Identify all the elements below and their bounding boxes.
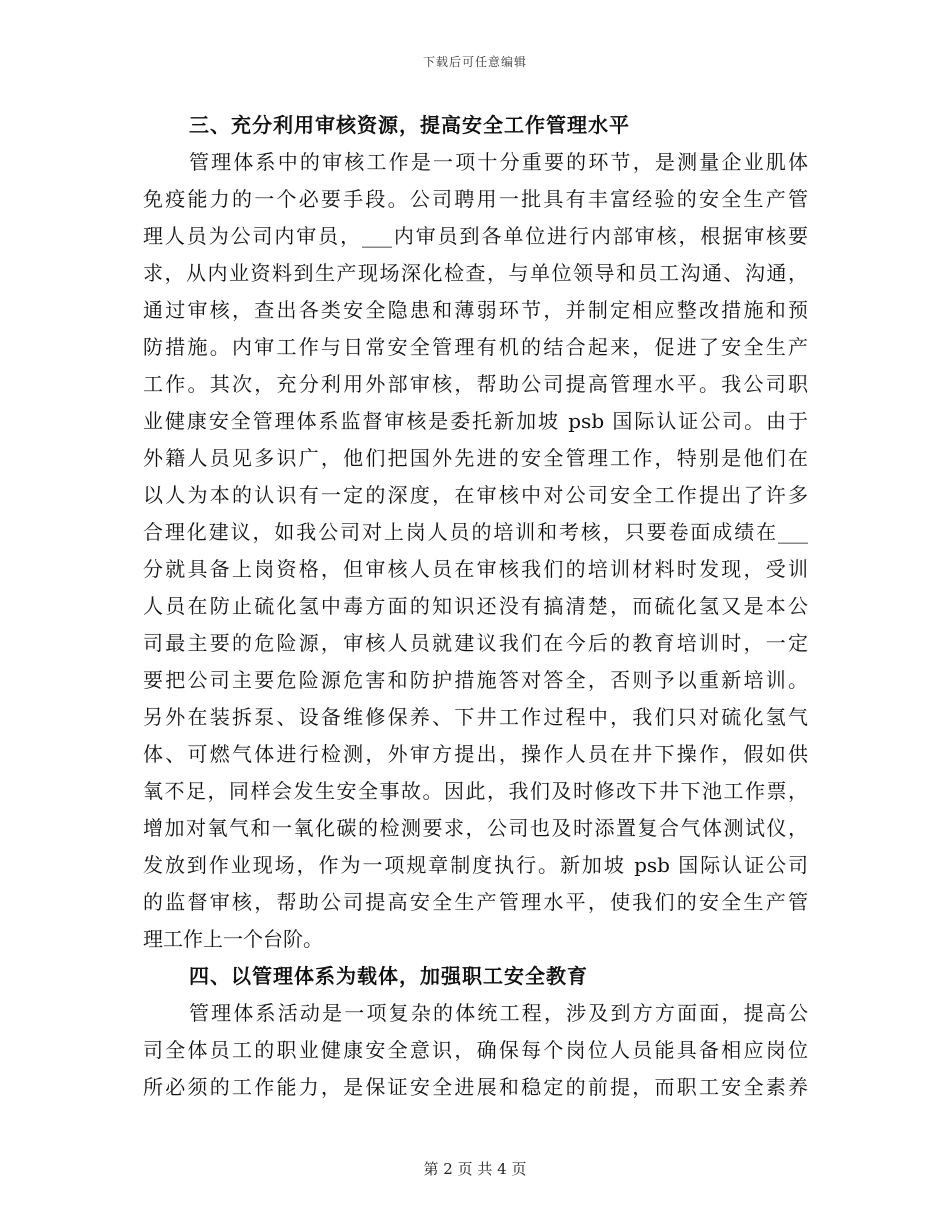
text-line: 所必须的工作能力，是保证安全进展和稳定的前提，而职工安全素养 <box>143 1075 808 1099</box>
text-line: 司全体员工的职业健康安全意识，确保每个岗位人员能具备相应岗位 <box>143 1038 808 1062</box>
text-line: 人员在防止硫化氢中毒方面的知识还没有搞清楚，而硫化氢又是本公 <box>143 594 808 618</box>
page-number-footer: 第 2 页 共 4 页 <box>423 1160 527 1178</box>
text-line: 管理体系中的审核工作是一项十分重要的环节，是测量企业肌体 <box>189 150 808 174</box>
document-body <box>143 107 808 1106</box>
text-line: 求，从内业资料到生产现场深化检查，与单位领导和员工沟通、沟通， <box>143 261 808 285</box>
section-4-paragraph <box>143 995 808 1106</box>
text-line: 管理体系活动是一项复杂的体统工程，涉及到方方面面，提高公 <box>189 1001 808 1025</box>
text-line: 发放到作业现场，作为一项规章制度执行。新加坡 psb 国际认证公司 <box>143 853 808 877</box>
text-line: 分就具备上岗资格，但审核人员在审核我们的培训材料时发现，受训 <box>143 557 808 581</box>
text-line: 以人为本的认识有一定的深度，在审核中对公司安全工作提出了许多 <box>143 483 808 507</box>
text-line: 防措施。内审工作与日常安全管理有机的结合起来，促进了安全生产 <box>143 335 808 359</box>
text-line: 业健康安全管理体系监督审核是委托新加坡 psb 国际认证公司。由于 <box>143 409 808 433</box>
text-line: 免疫能力的一个必要手段。公司聘用一批具有丰富经验的安全生产管 <box>143 187 808 211</box>
text-line: 体、可燃气体进行检测，外审方提出，操作人员在井下操作，假如供 <box>143 742 808 766</box>
text-line: 外籍人员见多识广，他们把国外先进的安全管理工作，特别是他们在 <box>143 446 808 470</box>
text-line: 另外在装拆泵、设备维修保养、下井工作过程中，我们只对硫化氢气 <box>143 705 808 729</box>
section-heading-4: 四、以管理体系为载体，加强职工安全教育 <box>189 964 588 988</box>
section-3-paragraph <box>143 144 808 958</box>
text-line: 要把公司主要危险源危害和防护措施答对答全，否则予以重新培训。 <box>143 668 808 692</box>
text-line: 司最主要的危险源，审核人员就建议我们在今后的教育培训时，一定 <box>143 631 808 655</box>
page-header: 下载后可任意编辑 <box>422 55 527 69</box>
text-line: 的监督审核，帮助公司提高安全生产管理水平，使我们的安全生产管 <box>143 890 808 914</box>
text-line: 氧不足，同样会发生安全事故。因此，我们及时修改下井下池工作票， <box>143 779 808 803</box>
text-line: 合理化建议，如我公司对上岗人员的培训和考核，只要卷面成绩在___ <box>143 520 808 544</box>
text-line: 增加对氧气和一氧化碳的检测要求，公司也及时添置复合气体测试仪， <box>143 816 808 840</box>
text-line: 工作。其次，充分利用外部审核，帮助公司提高管理水平。我公司职 <box>143 372 808 396</box>
text-line: 理工作上一个台阶。 <box>143 927 323 951</box>
text-line: 理人员为公司内审员，___内审员到各单位进行内部审核，根据审核要 <box>143 224 808 248</box>
section-heading-3: 三、充分利用审核资源，提高安全工作管理水平 <box>189 113 630 137</box>
text-line: 通过审核，查出各类安全隐患和薄弱环节，并制定相应整改措施和预 <box>143 298 808 322</box>
